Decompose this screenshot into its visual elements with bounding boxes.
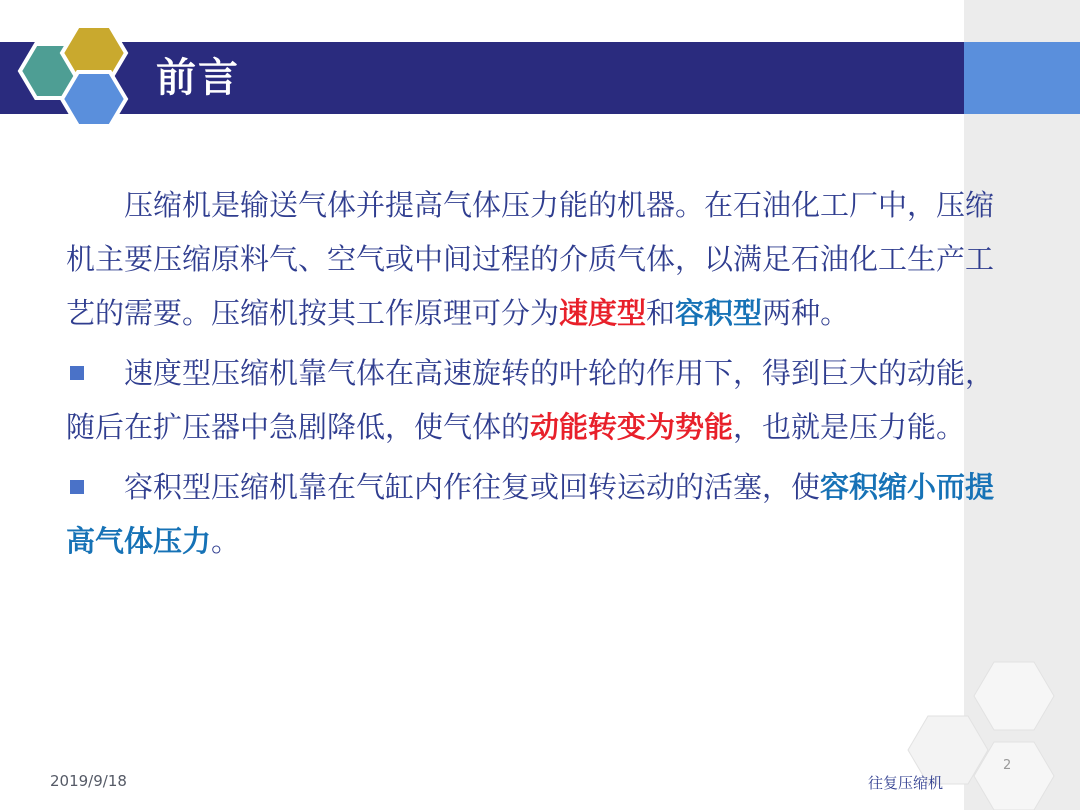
footer-title: 往复压缩机 [868,774,944,792]
highlight-velocity-type: 速度型 [559,296,647,330]
bullet-velocity-ending: ，也就是压力能。 [733,410,966,444]
square-bullet-icon [70,480,84,494]
hexagon-blue-icon [62,72,126,126]
bullet-item-velocity [66,346,1016,454]
page-number: 2 [1003,758,1012,773]
bullet-velocity-text: 速度型压缩机靠气体在高速旋转的叶轮的作用下，得到巨大的动能，随后在扩压器中急剧降低，使气体的 [66,356,995,444]
hexagon-deco-icon [974,662,1054,730]
bullet-item-volumetric [66,460,1016,568]
highlight-energy-conversion: 动能转变为势能 [530,410,734,444]
intro-conjunction: 和 [646,296,676,330]
bullet-volumetric-ending: 。 [211,524,241,558]
intro-paragraph [66,178,1016,340]
highlight-volumetric-type: 容积型 [675,296,763,330]
title-bar-accent [964,42,1080,114]
intro-text: 压缩机是输送气体并提高气体压力能的机器。在石油化工厂中，压缩机主要压缩原料气、空气或中间过程的介质气体，以满足石油化工生产工艺的需要。压缩机按其工作原理可分为 [66,188,995,330]
hexagon-cluster-logo [0,0,150,140]
footer-date: 2019/9/18 [50,772,127,790]
slide-content [66,178,1016,568]
bullet-volumetric-text: 容积型压缩机靠在气缸内作往复或回转运动的活塞，使 [124,470,821,504]
highlight-volume-reduction: 容积缩小而提高气体压力 [66,470,995,558]
intro-ending: 两种。 [762,296,850,330]
square-bullet-icon [70,366,84,380]
slide-title: 前言 [156,55,240,101]
